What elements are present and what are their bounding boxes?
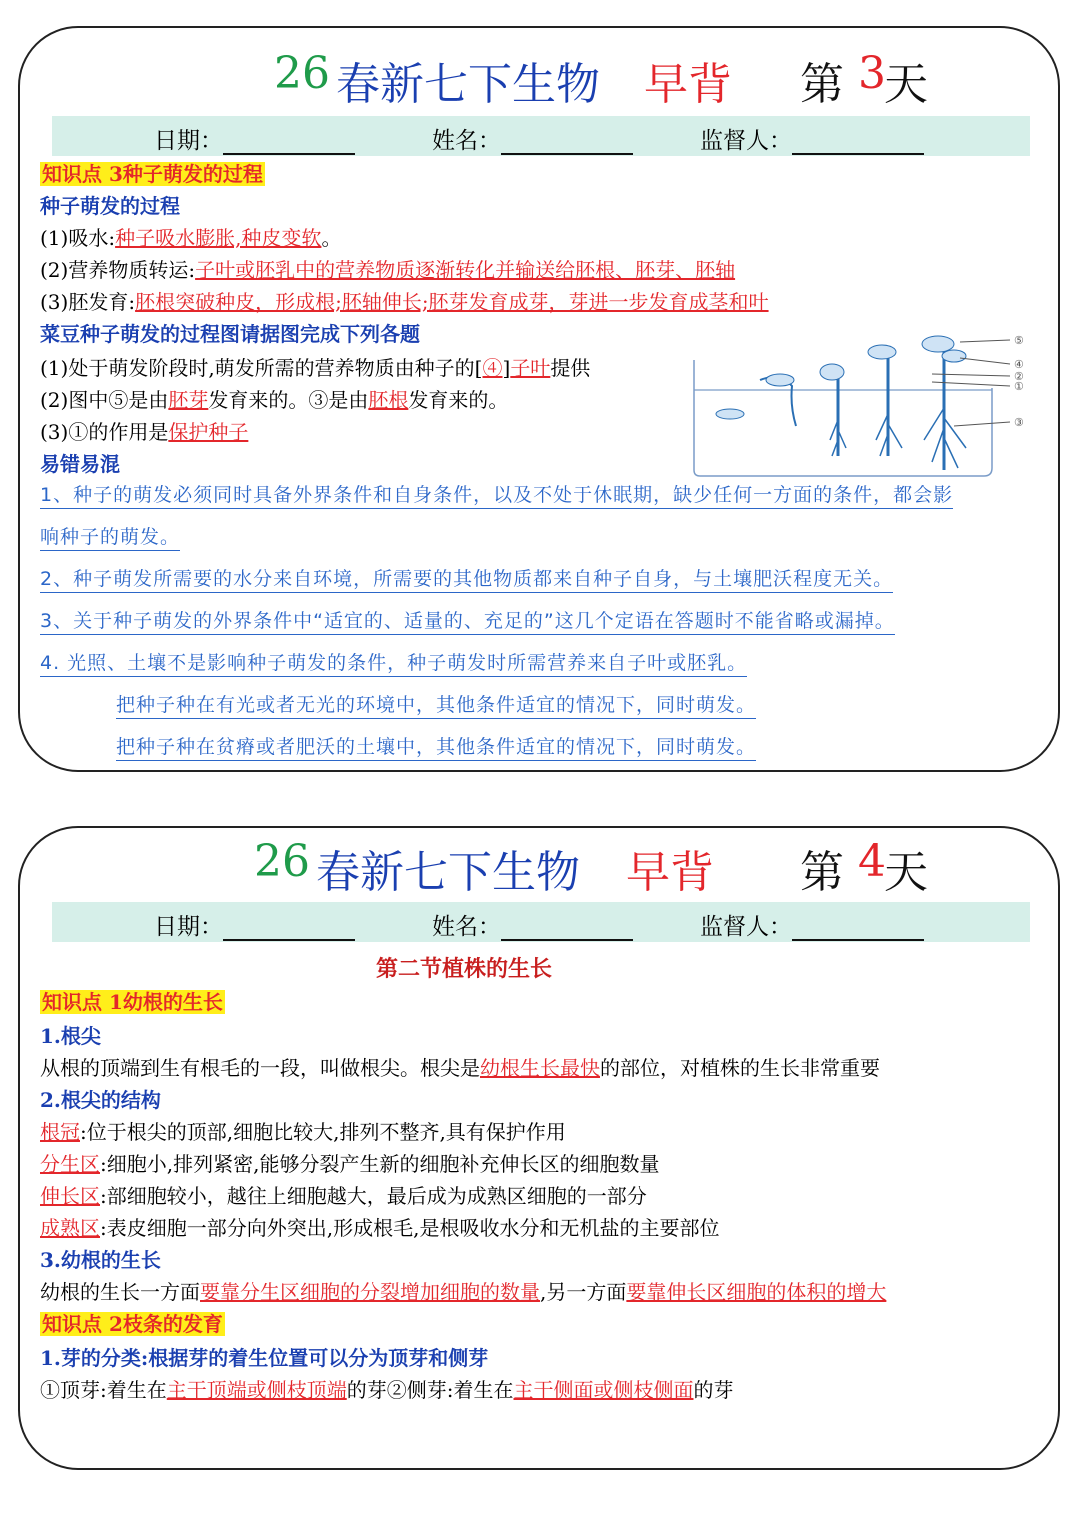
tip-4b: 把种子种在贫瘠或者肥沃的土壤中，其他条件适宜的情况下，同时萌发。 [116, 734, 756, 761]
title-day-post: 天 [884, 59, 928, 110]
title-day-post: 天 [884, 847, 928, 898]
bud-text: ①顶芽:着生在主干顶端或侧枝顶端的芽②侧芽:着生在主干侧面或侧枝侧面的芽 [40, 1378, 734, 1402]
label-4: ④ [1014, 358, 1024, 371]
date-field[interactable]: 日期： [154, 908, 355, 941]
kp2-heading: 知识点 2枝条的发育 [42, 1312, 223, 1336]
supervisor-field[interactable]: 监督人： [700, 908, 924, 941]
root-tip-text: 从根的顶端到生有根毛的一段，叫做根尖。根尖是幼根生长最快的部位，对植株的生长非常重要 [40, 1056, 880, 1080]
section-title: 第二节植株的生长 [376, 956, 553, 982]
supervisor-field[interactable]: 监督人： [700, 122, 924, 155]
day4-title [20, 836, 1058, 906]
title-subject: 春新七下生物 [316, 847, 580, 898]
title-subject: 春新七下生物 [336, 59, 600, 110]
figure-heading: 菜豆种子萌发的过程图请据图完成下列各题 [40, 322, 420, 346]
title-year: 26 [254, 836, 310, 887]
root-growth-heading: 3.幼根的生长 [40, 1248, 161, 1272]
tip-4: 4. 光照、土壤不是影响种子萌发的条件，种子萌发时所需营养来自子叶或胚乳。 [40, 650, 747, 677]
structure-root-cap: 根冠:位于根尖的顶部,细胞比较大,排列不整齐,具有保护作用 [40, 1120, 566, 1144]
mistake-heading: 易错易混 [40, 452, 120, 476]
name-field[interactable]: 姓名： [432, 908, 633, 941]
structure-heading: 2.根尖的结构 [40, 1088, 161, 1112]
structure-meristem: 分生区:细胞小,排列紧密,能够分裂产生新的细胞补充伸长区的细胞数量 [40, 1152, 660, 1176]
form-bar [52, 116, 1030, 156]
form-bar [52, 902, 1030, 942]
day3-title [20, 48, 1058, 118]
title-morning: 早背 [644, 59, 732, 110]
tip-1a: 1、种子的萌发必须同时具备外界条件和自身条件，以及不处于休眠期，缺少任何一方面的条件，都会影 [40, 482, 953, 509]
structure-maturation: 成熟区:表皮细胞一部分向外突出,形成根毛,是根吸收水分和无机盐的主要部位 [40, 1216, 720, 1240]
title-morning: 早背 [626, 847, 714, 898]
title-day-num: 4 [858, 836, 886, 887]
step-3: (3)胚发育:胚根突破种皮，形成根;胚轴伸长;胚芽发育成芽，芽进一步发育成茎和叶 [40, 290, 769, 314]
tip-2: 2、种子萌发所需要的水分来自环境，所需要的其他物质都来自种子自身，与土壤肥沃程度无关。 [40, 566, 893, 593]
tip-3: 3、关于种子萌发的外界条件中“适宜的、适量的、充足的”这几个定语在答题时不能省略或漏掉。 [40, 608, 895, 635]
day4-card [18, 826, 1060, 1470]
step-1: (1)吸水:种子吸水膨胀,种皮变软。 [40, 226, 342, 250]
tip-4a: 把种子种在有光或者无光的环境中，其他条件适宜的情况下，同时萌发。 [116, 692, 756, 719]
sub-heading: 种子萌发的过程 [40, 194, 180, 218]
label-3: ③ [1014, 416, 1024, 429]
name-field[interactable]: 姓名： [432, 122, 633, 155]
title-year: 26 [274, 48, 330, 99]
label-5: ⑤ [1014, 334, 1024, 347]
question-3: (3)①的作用是保护种子 [40, 420, 249, 444]
kp-heading: 知识点 3种子萌发的过程 [42, 162, 263, 186]
title-day-pre: 第 [800, 59, 844, 110]
seed-germination-figure [692, 330, 1052, 480]
question-1: (1)处于萌发阶段时,萌发所需的营养物质由种子的[④]子叶提供 [40, 356, 591, 380]
root-tip-heading: 1.根尖 [40, 1024, 101, 1048]
label-2: ② [1014, 370, 1024, 383]
step-2: (2)营养物质转运:子叶或胚乳中的营养物质逐渐转化并输送给胚根、胚芽、胚轴 [40, 258, 736, 282]
date-field[interactable]: 日期： [154, 122, 355, 155]
title-day-pre: 第 [800, 847, 844, 898]
root-growth-text: 幼根的生长一方面要靠分生区细胞的分裂增加细胞的数量,另一方面要靠伸长区细胞的体积的增大 [40, 1280, 887, 1304]
day3-card [18, 26, 1060, 772]
question-2: (2)图中⑤是由胚芽发育来的。③是由胚根发育来的。 [40, 388, 509, 412]
tip-1b: 响种子的萌发。 [40, 524, 180, 551]
kp1-heading: 知识点 1幼根的生长 [42, 990, 223, 1014]
title-day-num: 3 [858, 48, 886, 99]
bud-heading: 1.芽的分类:根据芽的着生位置可以分为顶芽和侧芽 [40, 1346, 489, 1370]
label-1: ① [1014, 380, 1024, 393]
structure-elongation: 伸长区:部细胞较小，越往上细胞越大，最后成为成熟区细胞的一部分 [40, 1184, 647, 1208]
